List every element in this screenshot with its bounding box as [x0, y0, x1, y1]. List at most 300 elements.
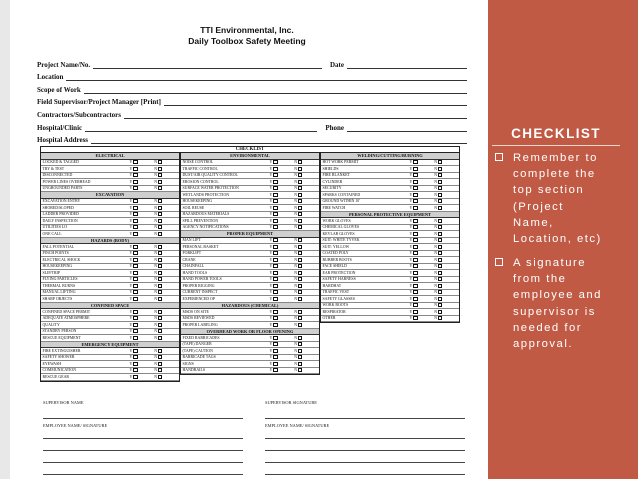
scope-line — [84, 85, 467, 94]
no-checkbox[interactable] — [438, 310, 442, 314]
no-checkbox[interactable] — [158, 232, 162, 236]
no-checkbox[interactable] — [298, 225, 302, 229]
no-checkbox[interactable] — [158, 245, 162, 249]
no-checkbox[interactable] — [298, 336, 302, 340]
yes-checkbox[interactable] — [133, 329, 137, 333]
yes-checkbox[interactable] — [273, 336, 277, 340]
no-checkbox[interactable] — [298, 349, 302, 353]
yes-checkbox[interactable] — [273, 284, 277, 288]
yes-checkbox[interactable] — [273, 173, 277, 177]
no-option — [154, 264, 179, 268]
yes-checkbox[interactable] — [273, 219, 277, 223]
yes-label: Y — [269, 257, 273, 262]
yes-checkbox[interactable] — [133, 173, 137, 177]
bullet-line: top section — [513, 184, 585, 197]
yes-label: Y — [129, 199, 133, 204]
yes-checkbox[interactable] — [133, 362, 137, 366]
yes-checkbox[interactable] — [133, 277, 137, 281]
yes-label: Y — [129, 173, 133, 178]
hospital-line — [85, 123, 317, 132]
yes-label: Y — [409, 160, 413, 165]
no-label: N — [294, 296, 298, 301]
no-checkbox[interactable] — [438, 160, 442, 164]
no-option — [434, 225, 459, 229]
contractors-line — [124, 110, 467, 119]
no-checkbox[interactable] — [158, 316, 162, 320]
no-label: N — [154, 361, 158, 366]
no-option — [154, 297, 179, 301]
no-option — [294, 271, 319, 275]
yes-checkbox[interactable] — [413, 271, 417, 275]
yes-checkbox[interactable] — [133, 167, 137, 171]
yes-checkbox[interactable] — [133, 186, 137, 190]
no-label: N — [154, 355, 158, 360]
no-checkbox[interactable] — [438, 271, 442, 275]
yes-option — [129, 251, 158, 256]
no-label: N — [154, 205, 158, 210]
yes-checkbox[interactable] — [273, 349, 277, 353]
yes-checkbox[interactable] — [413, 303, 417, 307]
yes-checkbox[interactable] — [273, 245, 277, 249]
yes-checkbox[interactable] — [413, 245, 417, 249]
no-label: N — [434, 205, 438, 210]
yes-checkbox[interactable] — [133, 251, 137, 255]
no-checkbox[interactable] — [438, 193, 442, 197]
no-checkbox[interactable] — [158, 264, 162, 268]
yes-option — [269, 225, 298, 230]
yes-option — [129, 322, 158, 327]
no-checkbox[interactable] — [298, 245, 302, 249]
yes-label: Y — [269, 270, 273, 275]
checklist-item-label: KEVLAR GLOVES — [322, 231, 355, 236]
no-checkbox[interactable] — [298, 186, 302, 190]
yes-label: Y — [129, 316, 133, 321]
no-checkbox[interactable] — [158, 355, 162, 359]
no-checkbox[interactable] — [298, 284, 302, 288]
yes-label: Y — [129, 264, 133, 269]
yes-label: Y — [409, 309, 413, 314]
yes-label: Y — [129, 374, 133, 379]
yes-checkbox[interactable] — [133, 258, 137, 262]
yes-checkbox[interactable] — [413, 264, 417, 268]
yes-checkbox[interactable] — [273, 251, 277, 255]
yes-label: Y — [269, 296, 273, 301]
checklist-item-label: COATED POLY — [322, 251, 349, 256]
no-checkbox[interactable] — [158, 362, 162, 366]
no-label: N — [434, 290, 438, 295]
yes-option — [269, 368, 298, 373]
no-checkbox[interactable] — [438, 238, 442, 242]
yes-label: Y — [129, 166, 133, 171]
no-label: N — [154, 335, 158, 340]
no-option — [294, 342, 319, 346]
yes-label: Y — [129, 231, 133, 236]
yes-checkbox[interactable] — [273, 362, 277, 366]
no-checkbox[interactable] — [438, 290, 442, 294]
bullet-line: from the — [513, 273, 567, 286]
no-checkbox[interactable] — [298, 173, 302, 177]
no-checkbox[interactable] — [298, 264, 302, 268]
no-checkbox[interactable] — [158, 167, 162, 171]
no-checkbox[interactable] — [438, 225, 442, 229]
no-option — [294, 264, 319, 268]
no-label: N — [294, 173, 298, 178]
yes-checkbox[interactable] — [133, 368, 137, 372]
checklist-item-label: EYEWASH — [42, 361, 62, 366]
yes-checkbox[interactable] — [413, 225, 417, 229]
no-checkbox[interactable] — [438, 219, 442, 223]
yes-checkbox[interactable] — [273, 277, 277, 281]
yes-checkbox[interactable] — [413, 167, 417, 171]
no-checkbox[interactable] — [298, 362, 302, 366]
no-checkbox[interactable] — [158, 251, 162, 255]
no-option — [154, 251, 179, 255]
yes-checkbox[interactable] — [133, 225, 137, 229]
no-checkbox[interactable] — [158, 323, 162, 327]
yes-checkbox[interactable] — [273, 297, 277, 301]
company-name: TTI Environmental, Inc. — [200, 25, 294, 35]
checklist-section-title: PERSONAL PROTECTIVE EQUIPMENT — [321, 212, 459, 219]
yes-checkbox[interactable] — [273, 206, 277, 210]
yes-label: Y — [409, 225, 413, 230]
yes-checkbox[interactable] — [133, 284, 137, 288]
yes-option — [269, 270, 298, 275]
checklist-item-label: FALL POTENTIAL — [42, 244, 75, 249]
checklist-item-label: FIRE WATCH — [322, 205, 346, 210]
no-checkbox[interactable] — [298, 160, 302, 164]
panel-title: CHECKLIST — [511, 126, 601, 141]
no-checkbox[interactable] — [158, 271, 162, 275]
yes-label: Y — [129, 218, 133, 223]
yes-option — [409, 199, 438, 204]
yes-checkbox[interactable] — [413, 186, 417, 190]
no-checkbox[interactable] — [298, 206, 302, 210]
yes-checkbox[interactable] — [413, 173, 417, 177]
yes-option — [409, 231, 438, 236]
yes-checkbox[interactable] — [413, 206, 417, 210]
no-label: N — [154, 329, 158, 334]
no-checkbox[interactable] — [438, 303, 442, 307]
no-label: N — [154, 186, 158, 191]
yes-checkbox[interactable] — [273, 342, 277, 346]
no-label: N — [294, 205, 298, 210]
no-label: N — [434, 303, 438, 308]
no-checkbox[interactable] — [298, 271, 302, 275]
no-checkbox[interactable] — [158, 297, 162, 301]
yes-checkbox[interactable] — [273, 355, 277, 359]
yes-checkbox[interactable] — [273, 225, 277, 229]
no-checkbox[interactable] — [298, 251, 302, 255]
checklist-item-label: HOT WORK PERMIT — [322, 160, 359, 165]
yes-option — [409, 218, 438, 223]
yes-checkbox[interactable] — [133, 310, 137, 314]
no-label: N — [154, 251, 158, 256]
yes-checkbox[interactable] — [413, 258, 417, 262]
no-checkbox[interactable] — [158, 186, 162, 190]
no-checkbox[interactable] — [298, 167, 302, 171]
no-checkbox[interactable] — [438, 316, 442, 320]
no-label: N — [434, 309, 438, 314]
yes-label: Y — [269, 322, 273, 327]
no-checkbox[interactable] — [298, 180, 302, 184]
bullet-text — [513, 150, 625, 247]
yes-label: Y — [409, 277, 413, 282]
yes-label: Y — [269, 199, 273, 204]
yes-checkbox[interactable] — [133, 375, 137, 379]
checklist-item-label: SHORED/SLOPED — [42, 205, 74, 210]
no-label: N — [154, 374, 158, 379]
yes-option — [129, 205, 158, 210]
yes-checkbox[interactable] — [273, 368, 277, 372]
no-checkbox[interactable] — [298, 316, 302, 320]
no-checkbox[interactable] — [438, 245, 442, 249]
yes-checkbox[interactable] — [273, 212, 277, 216]
yes-checkbox[interactable] — [273, 290, 277, 294]
no-checkbox[interactable] — [298, 193, 302, 197]
yes-checkbox[interactable] — [133, 264, 137, 268]
no-checkbox[interactable] — [158, 199, 162, 203]
yes-checkbox[interactable] — [273, 323, 277, 327]
no-label: N — [154, 231, 158, 236]
no-label: N — [154, 244, 158, 249]
yes-checkbox[interactable] — [273, 199, 277, 203]
no-label: N — [154, 173, 158, 178]
employee-line-right — [265, 462, 465, 463]
no-option — [154, 245, 179, 249]
yes-option — [269, 355, 298, 360]
checklist-section-title: EXCAVATION — [41, 192, 179, 199]
no-checkbox[interactable] — [158, 284, 162, 288]
yes-option — [269, 179, 298, 184]
yes-checkbox[interactable] — [133, 160, 137, 164]
no-checkbox[interactable] — [438, 199, 442, 203]
no-checkbox[interactable] — [158, 212, 162, 216]
yes-option — [129, 335, 158, 340]
yes-checkbox[interactable] — [133, 206, 137, 210]
yes-checkbox[interactable] — [133, 245, 137, 249]
yes-label: Y — [409, 290, 413, 295]
no-checkbox[interactable] — [158, 160, 162, 164]
yes-checkbox[interactable] — [413, 284, 417, 288]
yes-label: Y — [129, 368, 133, 373]
yes-checkbox[interactable] — [413, 297, 417, 301]
no-checkbox[interactable] — [438, 167, 442, 171]
yes-label: Y — [129, 205, 133, 210]
yes-checkbox[interactable] — [133, 349, 137, 353]
no-checkbox[interactable] — [298, 310, 302, 314]
no-checkbox[interactable] — [438, 173, 442, 177]
safety-form-document — [12, 0, 482, 479]
no-option — [154, 232, 179, 236]
yes-option — [269, 342, 298, 347]
checklist-section-title: HAZARDS (BODY) — [41, 238, 179, 245]
no-checkbox[interactable] — [158, 225, 162, 229]
no-option — [294, 323, 319, 327]
no-checkbox[interactable] — [438, 264, 442, 268]
yes-checkbox[interactable] — [413, 219, 417, 223]
no-checkbox[interactable] — [158, 329, 162, 333]
phone-label: Phone — [325, 123, 344, 132]
checklist-column-3 — [320, 152, 460, 323]
no-checkbox[interactable] — [158, 336, 162, 340]
checklist-item-label: TRAFFIC CONTROL — [182, 166, 218, 171]
yes-option — [129, 257, 158, 262]
yes-option — [129, 283, 158, 288]
yes-checkbox[interactable] — [133, 180, 137, 184]
no-checkbox[interactable] — [298, 297, 302, 301]
no-checkbox[interactable] — [158, 206, 162, 210]
yes-checkbox[interactable] — [413, 238, 417, 242]
yes-checkbox[interactable] — [133, 290, 137, 294]
yes-checkbox[interactable] — [273, 180, 277, 184]
no-label: N — [434, 296, 438, 301]
no-checkbox[interactable] — [298, 212, 302, 216]
no-label: N — [154, 264, 158, 269]
yes-checkbox[interactable] — [413, 199, 417, 203]
yes-option — [129, 212, 158, 217]
yes-label: Y — [409, 186, 413, 191]
no-checkbox[interactable] — [158, 180, 162, 184]
no-checkbox[interactable] — [298, 368, 302, 372]
checklist-item-label: PROPER LABELING — [182, 322, 218, 327]
yes-checkbox[interactable] — [133, 323, 137, 327]
no-checkbox[interactable] — [158, 349, 162, 353]
yes-checkbox[interactable] — [413, 180, 417, 184]
checklist-section-title: OVERHEAD WORK OR FLOOR OPENING — [181, 329, 319, 336]
yes-option — [409, 225, 438, 230]
checklist-item-label: WORK GLOVES — [322, 218, 351, 223]
checklist-section-title: PROPER EQUIPMENT — [181, 231, 319, 238]
yes-option — [129, 160, 158, 165]
checklist-item-label: EXPERIENCED OP — [182, 296, 216, 301]
yes-checkbox[interactable] — [133, 219, 137, 223]
yes-checkbox[interactable] — [133, 271, 137, 275]
no-checkbox[interactable] — [298, 199, 302, 203]
no-checkbox[interactable] — [158, 277, 162, 281]
yes-checkbox[interactable] — [413, 277, 417, 281]
yes-option — [129, 173, 158, 178]
checklist-item-label: TRAFFIC VEST — [322, 290, 350, 295]
yes-checkbox[interactable] — [133, 355, 137, 359]
no-label: N — [154, 368, 158, 373]
no-option — [154, 258, 179, 262]
no-label: N — [294, 179, 298, 184]
no-checkbox[interactable] — [158, 310, 162, 314]
no-checkbox[interactable] — [298, 323, 302, 327]
employee-signature-label-right: EMPLOYEE NAME/ SIGNATURE — [265, 423, 330, 428]
employee-line-left — [43, 450, 243, 451]
no-checkbox[interactable] — [298, 258, 302, 262]
yes-checkbox[interactable] — [413, 160, 417, 164]
yes-label: Y — [409, 199, 413, 204]
yes-checkbox[interactable] — [413, 193, 417, 197]
slide-left-edge — [0, 0, 10, 479]
checklist-item-label: HAND TOOLS — [182, 270, 208, 275]
yes-option — [129, 309, 158, 314]
yes-checkbox[interactable] — [413, 290, 417, 294]
yes-checkbox[interactable] — [273, 264, 277, 268]
checklist-item-label: SOIL REUSE — [182, 205, 205, 210]
no-checkbox[interactable] — [298, 342, 302, 346]
no-checkbox[interactable] — [438, 284, 442, 288]
no-checkbox[interactable] — [298, 290, 302, 294]
yes-checkbox[interactable] — [413, 310, 417, 314]
checklist-item-label: NOISE CONTROL — [182, 160, 214, 165]
no-label: N — [294, 192, 298, 197]
no-option — [434, 251, 459, 255]
no-checkbox[interactable] — [438, 251, 442, 255]
checklist-row — [41, 374, 179, 381]
yes-label: Y — [269, 264, 273, 269]
checklist-item-label: SAFETY SHOWER — [42, 355, 75, 360]
bullet-line: Location, etc) — [513, 233, 602, 246]
no-checkbox[interactable] — [158, 173, 162, 177]
yes-checkbox[interactable] — [133, 212, 137, 216]
yes-checkbox[interactable] — [133, 316, 137, 320]
no-checkbox[interactable] — [158, 375, 162, 379]
no-checkbox[interactable] — [438, 297, 442, 301]
bullet-line: complete the — [513, 168, 596, 181]
yes-checkbox[interactable] — [133, 297, 137, 301]
yes-checkbox[interactable] — [273, 271, 277, 275]
checklist-item-label: HANDRAILS — [182, 368, 205, 373]
yes-checkbox[interactable] — [273, 258, 277, 262]
no-checkbox[interactable] — [158, 368, 162, 372]
yes-option — [129, 355, 158, 360]
yes-checkbox[interactable] — [273, 316, 277, 320]
yes-label: Y — [129, 244, 133, 249]
checklist-item-label: UTILITIES LO — [42, 225, 68, 230]
yes-label: Y — [269, 179, 273, 184]
yes-checkbox[interactable] — [133, 199, 137, 203]
checklist-item-label: CHEMICAL GLOVES — [322, 225, 359, 230]
no-checkbox[interactable] — [438, 258, 442, 262]
no-checkbox[interactable] — [158, 219, 162, 223]
no-checkbox[interactable] — [438, 277, 442, 281]
yes-checkbox[interactable] — [273, 310, 277, 314]
no-checkbox[interactable] — [298, 355, 302, 359]
yes-checkbox[interactable] — [413, 232, 417, 236]
yes-checkbox[interactable] — [413, 316, 417, 320]
no-checkbox[interactable] — [158, 258, 162, 262]
no-checkbox[interactable] — [438, 180, 442, 184]
yes-checkbox[interactable] — [273, 193, 277, 197]
no-option — [154, 186, 179, 190]
yes-option — [409, 244, 438, 249]
yes-checkbox[interactable] — [273, 160, 277, 164]
no-checkbox[interactable] — [298, 238, 302, 242]
no-option — [434, 245, 459, 249]
signature-area — [37, 398, 477, 478]
no-checkbox[interactable] — [298, 277, 302, 281]
no-checkbox[interactable] — [158, 290, 162, 294]
no-checkbox[interactable] — [438, 206, 442, 210]
no-checkbox[interactable] — [298, 219, 302, 223]
yes-checkbox[interactable] — [273, 186, 277, 190]
yes-checkbox[interactable] — [273, 167, 277, 171]
no-checkbox[interactable] — [438, 186, 442, 190]
yes-checkbox[interactable] — [133, 232, 137, 236]
checklist-item-label: BARRICADE TAGS — [182, 355, 216, 360]
checklist-item-label: EXCAVATION ENTRY — [42, 199, 81, 204]
checklist-item-label: EAR PROTECTION — [322, 270, 356, 275]
yes-label: Y — [129, 322, 133, 327]
yes-label: Y — [269, 277, 273, 282]
yes-checkbox[interactable] — [133, 336, 137, 340]
yes-checkbox[interactable] — [413, 251, 417, 255]
yes-checkbox[interactable] — [273, 238, 277, 242]
no-checkbox[interactable] — [438, 232, 442, 236]
